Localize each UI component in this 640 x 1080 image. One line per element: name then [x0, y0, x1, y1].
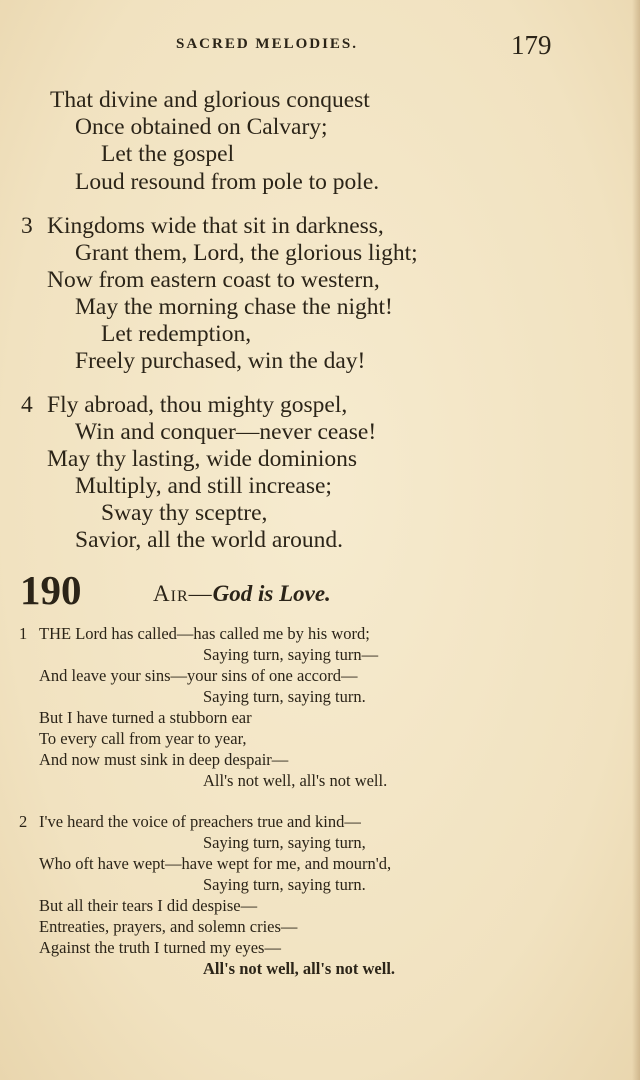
verse-line: Grant them, Lord, the glorious light; — [75, 240, 418, 266]
air-label: Air— — [153, 581, 213, 606]
verse-line: May the morning chase the night! — [75, 294, 393, 320]
hymn-number: 190 — [20, 567, 82, 613]
verse-line: Fly abroad, thou mighty gospel, — [47, 392, 348, 418]
verse-line: Sway thy sceptre, — [101, 500, 268, 526]
verse-line: All's not well, all's not well. — [203, 771, 388, 790]
page-edge-shadow — [632, 0, 640, 1080]
verse-line: Entreaties, prayers, and solemn cries— — [39, 917, 298, 936]
verse-line: I've heard the voice of preachers true and kind— — [39, 812, 361, 831]
verse-line: Multiply, and still increase; — [75, 473, 332, 499]
verse-line: But all their tears I did despise— — [39, 896, 258, 915]
air-title: God is Love. — [212, 581, 331, 606]
stanza-number: 4 — [21, 392, 33, 418]
verse-line: Win and conquer—never cease! — [75, 419, 377, 445]
verse-line: Loud resound from pole to pole. — [75, 169, 380, 195]
verse-line: May thy lasting, wide dominions — [47, 446, 358, 472]
verse-line: Saying turn, saying turn— — [203, 645, 379, 664]
verse-number: 2 — [19, 812, 28, 831]
running-header: SACRED MELODIES. — [176, 36, 359, 52]
page-number: 179 — [511, 30, 552, 60]
verse-line: Let redemption, — [101, 321, 252, 347]
verse-line: Now from eastern coast to western, — [47, 267, 380, 293]
verse-line: Against the truth I turned my eyes— — [39, 938, 281, 957]
verse-line: And leave your sins—your sins of one accord— — [39, 666, 358, 685]
stanza-number: 3 — [21, 213, 33, 239]
verse-line: Saying turn, saying turn. — [203, 687, 366, 706]
verse-line: Freely purchased, win the day! — [75, 348, 366, 374]
verse-line: Saying turn, saying turn, — [203, 833, 366, 852]
verse-line: Saying turn, saying turn. — [203, 875, 366, 894]
verse-line: Once obtained on Calvary; — [75, 114, 328, 140]
verse-line: And now must sink in deep despair— — [39, 750, 289, 769]
verse-line: Let the gospel — [101, 141, 235, 167]
verse-line: But I have turned a stubborn ear — [39, 708, 252, 727]
air-heading — [153, 581, 331, 607]
verse-line: Kingdoms wide that sit in darkness, — [47, 213, 384, 239]
verse-line: Who oft have wept—have wept for me, and mourn'd, — [39, 854, 392, 873]
verse-line: To every call from year to year, — [39, 729, 247, 748]
verse-line: That divine and glorious conquest — [50, 87, 370, 113]
verse-line: THE Lord has called—has called me by his word; — [39, 624, 370, 643]
verse-number: 1 — [19, 624, 28, 643]
verse-line: Savior, all the world around. — [75, 527, 343, 553]
verse-line: All's not well, all's not well. — [203, 959, 396, 978]
